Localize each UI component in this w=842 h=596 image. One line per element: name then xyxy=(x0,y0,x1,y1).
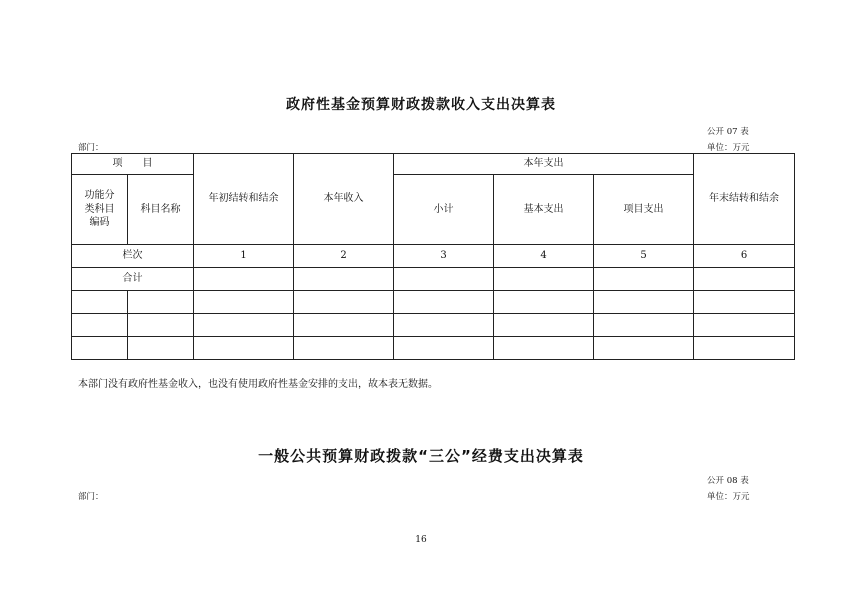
empty-cell xyxy=(394,314,494,337)
empty-cell xyxy=(72,314,128,337)
table07-note: 本部门没有政府性基金收入，也没有使用政府性基金安排的支出，故本表无数据。 xyxy=(78,379,438,390)
total-cell xyxy=(194,268,294,291)
empty-cell xyxy=(494,291,594,314)
empty-cell xyxy=(294,337,394,360)
col-number-6: 6 xyxy=(694,245,795,268)
empty-cell xyxy=(694,337,795,360)
table07-grid xyxy=(71,153,795,360)
header-basic: 基本支出 xyxy=(494,175,594,245)
empty-cell xyxy=(194,314,294,337)
empty-cell xyxy=(494,314,594,337)
empty-cell xyxy=(394,337,494,360)
empty-cell xyxy=(594,337,694,360)
empty-cell xyxy=(594,314,694,337)
table08-dept-label: 部门： xyxy=(78,492,104,502)
page-number: 16 xyxy=(415,535,427,545)
table07-code: 公开 07 表 xyxy=(707,127,749,137)
header-income: 本年收入 xyxy=(294,154,394,245)
header-begin-balance: 年初结转和结余 xyxy=(194,154,294,245)
col-number-1: 1 xyxy=(194,245,294,268)
table08-unit-label: 单位：万元 xyxy=(707,492,750,502)
empty-cell xyxy=(394,291,494,314)
row-line-no-label: 栏次 xyxy=(72,245,194,268)
col-number-4: 4 xyxy=(494,245,594,268)
empty-cell xyxy=(194,337,294,360)
col-number-5: 5 xyxy=(594,245,694,268)
empty-cell xyxy=(294,314,394,337)
header-project: 项目支出 xyxy=(594,175,694,245)
empty-cell xyxy=(594,291,694,314)
total-cell xyxy=(394,268,494,291)
empty-cell xyxy=(128,291,194,314)
col-number-3: 3 xyxy=(394,245,494,268)
row-total-label: 合计 xyxy=(72,268,194,291)
table07-dept-label: 部门： xyxy=(78,143,104,153)
empty-cell xyxy=(128,337,194,360)
empty-cell xyxy=(694,314,795,337)
total-cell xyxy=(594,268,694,291)
header-end-balance: 年末结转和结余 xyxy=(694,154,795,245)
table08-title: 一般公共预算财政拨款“三公”经费支出决算表 xyxy=(258,447,584,465)
total-cell xyxy=(694,268,795,291)
total-cell xyxy=(294,268,394,291)
empty-cell xyxy=(72,337,128,360)
table07-unit-label: 单位：万元 xyxy=(707,143,750,153)
total-cell xyxy=(494,268,594,291)
header-subject-name: 科目名称 xyxy=(128,175,194,245)
header-func-code xyxy=(72,175,128,245)
header-subtotal: 小计 xyxy=(394,175,494,245)
header-expense-group: 本年支出 xyxy=(394,154,694,175)
header-item: 项 目 xyxy=(72,154,194,175)
empty-cell xyxy=(72,291,128,314)
empty-cell xyxy=(194,291,294,314)
header-func-code-text: 功能分类科目编码 xyxy=(84,190,115,229)
table07-title: 政府性基金预算财政拨款收入支出决算表 xyxy=(286,97,556,113)
col-number-2: 2 xyxy=(294,245,394,268)
empty-cell xyxy=(694,291,795,314)
table08-code: 公开 08 表 xyxy=(707,476,749,486)
empty-cell xyxy=(294,291,394,314)
empty-cell xyxy=(128,314,194,337)
empty-cell xyxy=(494,337,594,360)
